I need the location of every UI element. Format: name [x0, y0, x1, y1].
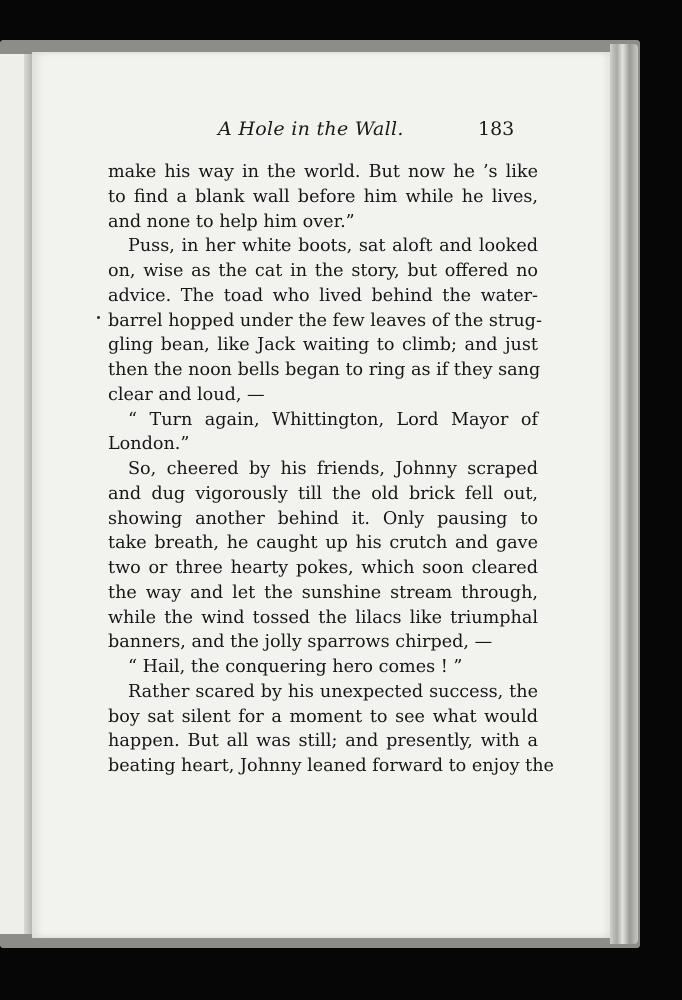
text-line: take breath, he caught up his crutch and gave	[108, 533, 538, 554]
text-line: happen. But all was still; and presently, with a	[108, 731, 538, 752]
text-line: to find a blank wall before him while he lives,	[108, 186, 538, 207]
text-line: beating heart, Johnny leaned forward to enjoy the	[108, 756, 554, 776]
text-line: make his way in the world. But now he ’s like	[108, 162, 538, 182]
text-line: then the noon bells began to ring as if they sang	[108, 360, 541, 380]
text-line: two or three hearty pokes, which soon cleared	[108, 558, 538, 578]
text-line: clear and loud, —	[108, 384, 265, 405]
page-header	[32, 118, 610, 148]
page-number: 183	[478, 118, 515, 140]
text-line: advice. The toad who lived behind the water-	[108, 285, 538, 306]
text-line: while the wind tossed the lilacs like triumphal	[108, 607, 538, 628]
text-line: London.”	[108, 434, 190, 455]
text-line: boy sat silent for a moment to see what would	[108, 706, 538, 727]
text-line: and none to help him over.”	[108, 211, 355, 232]
text-line: and dug vigorously till the old brick fell out,	[108, 483, 538, 504]
text-line: So, cheered by his friends, Johnny scraped	[128, 459, 538, 479]
text-line: barrel hopped under the few leaves of the strug-	[108, 310, 542, 331]
text-line: Puss, in her white boots, sat aloft and looked	[128, 236, 538, 257]
book-page	[32, 52, 610, 938]
text-line: the way and let the sunshine stream through,	[108, 582, 538, 603]
margin-mark	[97, 316, 100, 319]
text-line: showing another behind it. Only pausing to	[108, 508, 538, 529]
text-line: on, wise as the cat in the story, but offered no	[108, 261, 538, 281]
text-line: gling bean, like Jack waiting to climb; and just	[108, 335, 538, 356]
gutter-shadow	[24, 54, 32, 934]
text-line: “ Turn again, Whittington, Lord Mayor of	[128, 409, 538, 430]
body-text	[108, 160, 554, 779]
text-line: “ Hail, the conquering hero comes ! ”	[128, 657, 463, 677]
book-spine-edge	[610, 44, 638, 944]
text-line: Rather scared by his unexpected success, the	[128, 681, 538, 702]
running-title: A Hole in the Wall.	[218, 118, 404, 140]
text-line: banners, and the jolly sparrows chirped, —	[108, 632, 493, 653]
